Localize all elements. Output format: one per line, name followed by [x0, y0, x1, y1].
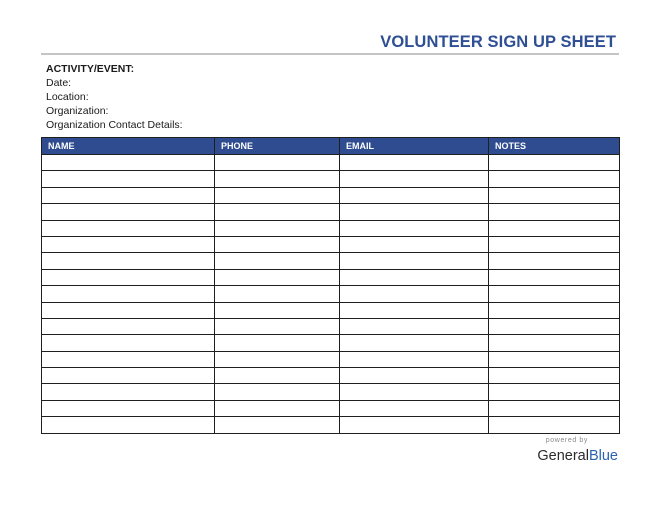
cell-notes[interactable] — [489, 384, 620, 400]
table-row — [42, 269, 620, 285]
cell-name[interactable] — [42, 204, 215, 220]
cell-name[interactable] — [42, 220, 215, 236]
table-row — [42, 335, 620, 351]
cell-notes[interactable] — [489, 171, 620, 187]
cell-notes[interactable] — [489, 417, 620, 433]
column-header-phone: PHONE — [215, 138, 340, 155]
cell-notes[interactable] — [489, 351, 620, 367]
powered-by-text: powered by — [545, 437, 588, 444]
table-row — [42, 155, 620, 171]
table-body — [42, 155, 620, 434]
cell-notes[interactable] — [489, 155, 620, 171]
table-row — [42, 302, 620, 318]
cell-name[interactable] — [42, 302, 215, 318]
cell-phone[interactable] — [215, 384, 340, 400]
column-header-notes: NOTES — [489, 138, 620, 155]
column-header-name: NAME — [42, 138, 215, 155]
event-label: ACTIVITY/EVENT: — [46, 63, 135, 75]
cell-notes[interactable] — [489, 286, 620, 302]
table-header-row — [42, 138, 620, 155]
cell-email[interactable] — [340, 220, 489, 236]
signup-table — [41, 137, 620, 434]
cell-email[interactable] — [340, 253, 489, 269]
cell-email[interactable] — [340, 417, 489, 433]
cell-notes[interactable] — [489, 302, 620, 318]
cell-notes[interactable] — [489, 400, 620, 416]
cell-name[interactable] — [42, 400, 215, 416]
column-header-email: EMAIL — [340, 138, 489, 155]
cell-phone[interactable] — [215, 318, 340, 334]
cell-name[interactable] — [42, 253, 215, 269]
cell-email[interactable] — [340, 187, 489, 203]
cell-notes[interactable] — [489, 236, 620, 252]
table-row — [42, 384, 620, 400]
cell-email[interactable] — [340, 171, 489, 187]
cell-phone[interactable] — [215, 302, 340, 318]
brand-name-part1: General — [537, 448, 589, 464]
cell-name[interactable] — [42, 236, 215, 252]
organization-label: Organization: — [46, 105, 109, 117]
cell-phone[interactable] — [215, 368, 340, 384]
cell-name[interactable] — [42, 384, 215, 400]
cell-email[interactable] — [340, 302, 489, 318]
cell-email[interactable] — [340, 351, 489, 367]
cell-phone[interactable] — [215, 351, 340, 367]
location-label: Location: — [46, 91, 89, 103]
cell-notes[interactable] — [489, 269, 620, 285]
table-row — [42, 318, 620, 334]
cell-email[interactable] — [340, 286, 489, 302]
cell-email[interactable] — [340, 318, 489, 334]
cell-name[interactable] — [42, 368, 215, 384]
cell-name[interactable] — [42, 318, 215, 334]
cell-notes[interactable] — [489, 187, 620, 203]
cell-email[interactable] — [340, 368, 489, 384]
cell-email[interactable] — [340, 204, 489, 220]
cell-email[interactable] — [340, 384, 489, 400]
cell-email[interactable] — [340, 269, 489, 285]
cell-phone[interactable] — [215, 253, 340, 269]
table-row — [42, 204, 620, 220]
cell-email[interactable] — [340, 155, 489, 171]
event-info — [46, 62, 183, 132]
table-row — [42, 253, 620, 269]
cell-name[interactable] — [42, 269, 215, 285]
cell-name[interactable] — [42, 286, 215, 302]
table-row — [42, 187, 620, 203]
cell-email[interactable] — [340, 236, 489, 252]
cell-phone[interactable] — [215, 236, 340, 252]
table-row — [42, 220, 620, 236]
table-row — [42, 351, 620, 367]
cell-name[interactable] — [42, 187, 215, 203]
cell-phone[interactable] — [215, 335, 340, 351]
cell-notes[interactable] — [489, 253, 620, 269]
cell-phone[interactable] — [215, 269, 340, 285]
cell-email[interactable] — [340, 400, 489, 416]
table-row — [42, 368, 620, 384]
cell-phone[interactable] — [215, 220, 340, 236]
cell-name[interactable] — [42, 351, 215, 367]
table-row — [42, 171, 620, 187]
cell-phone[interactable] — [215, 171, 340, 187]
cell-email[interactable] — [340, 335, 489, 351]
cell-phone[interactable] — [215, 400, 340, 416]
page-title: VOLUNTEER SIGN UP SHEET — [380, 33, 616, 51]
cell-notes[interactable] — [489, 368, 620, 384]
cell-name[interactable] — [42, 155, 215, 171]
brand-logo — [537, 448, 618, 464]
cell-phone[interactable] — [215, 286, 340, 302]
cell-notes[interactable] — [489, 220, 620, 236]
cell-phone[interactable] — [215, 187, 340, 203]
cell-notes[interactable] — [489, 204, 620, 220]
cell-phone[interactable] — [215, 204, 340, 220]
title-divider — [41, 53, 619, 55]
cell-name[interactable] — [42, 417, 215, 433]
cell-name[interactable] — [42, 335, 215, 351]
table-row — [42, 236, 620, 252]
brand-name-part2: Blue — [588, 448, 618, 464]
contact-details-label: Organization Contact Details: — [46, 119, 183, 131]
cell-name[interactable] — [42, 171, 215, 187]
cell-notes[interactable] — [489, 318, 620, 334]
table-row — [42, 400, 620, 416]
date-label: Date: — [46, 77, 72, 89]
cell-notes[interactable] — [489, 335, 620, 351]
cell-phone[interactable] — [215, 155, 340, 171]
table-row — [42, 286, 620, 302]
table-row — [42, 417, 620, 433]
cell-phone[interactable] — [215, 417, 340, 433]
